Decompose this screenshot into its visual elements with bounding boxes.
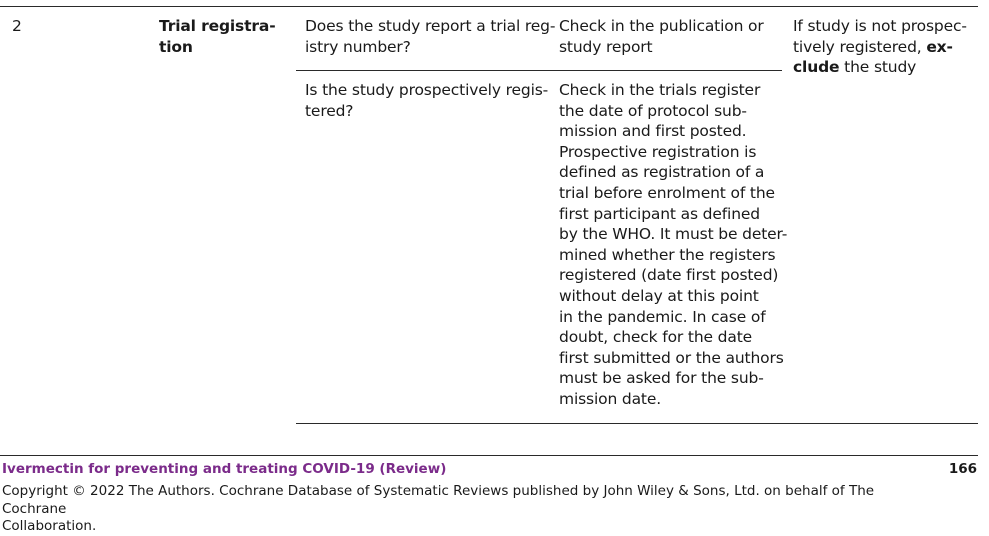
method-line: in the pandemic. In case of [559,307,766,326]
row-number [12,16,22,37]
page-number: 166 [948,461,977,477]
method-line: doubt, check for the date [559,328,753,347]
method-line: Check in the publication or [559,17,764,35]
method-cell-1 [559,16,764,57]
method-line: trial before enrolment of the [559,183,775,202]
method-line: must be asked for the sub- [559,369,764,388]
method-line: first participant as defined [559,204,760,223]
footer-rule [0,455,978,456]
question-line: istry number? [305,37,411,56]
row-number-text: 2 [12,17,22,35]
question-cell-2 [305,80,548,121]
question-line: Is the study prospectively regis- [305,81,549,99]
method-line: study report [559,37,653,56]
method-line: mined whether the registers [559,245,776,264]
method-line: the date of protocol sub- [559,101,747,120]
question-line: tered? [305,101,354,120]
criterion-line: Trial registra- [159,17,276,35]
table-bottom-rule [296,423,978,424]
method-line: mission and first posted. [559,122,747,141]
method-line: registered (date first posted) [559,266,779,285]
copyright-line: Copyright © 2022 The Authors. Cochrane Database of Systematic Reviews published by John Wiley & Sons, Ltd. on behalf of The Cochrane [2,483,875,517]
method-cell-2 [559,80,787,410]
action-cell [793,16,967,78]
review-title-link[interactable]: Ivermectin for preventing and treating COVID-19 (Review) [2,461,447,477]
copyright-notice [2,483,902,536]
action-text: the study [839,58,917,77]
question-line: Does the study report a trial reg- [305,17,556,35]
action-line [793,57,967,78]
action-text: tively registered, [793,37,927,56]
copyright-line: Collaboration. [2,518,97,534]
question-cell-1 [305,16,555,57]
method-line: defined as registration of a [559,163,765,182]
action-emphasis: ex- [926,37,953,56]
action-line: If study is not prospec- [793,17,967,35]
action-emphasis: clude [793,58,840,77]
row-divider-rule [296,70,782,71]
action-line [793,37,967,58]
method-line: by the WHO. It must be deter- [559,225,788,244]
method-line: Prospective registration is [559,142,757,161]
method-line: without delay at this point [559,286,759,305]
method-line: Check in the trials register [559,81,761,99]
table-top-rule [0,6,978,7]
criterion-line: tion [159,37,193,56]
method-line: mission date. [559,389,662,408]
criterion-cell [159,16,275,57]
method-line: first submitted or the authors [559,348,784,367]
